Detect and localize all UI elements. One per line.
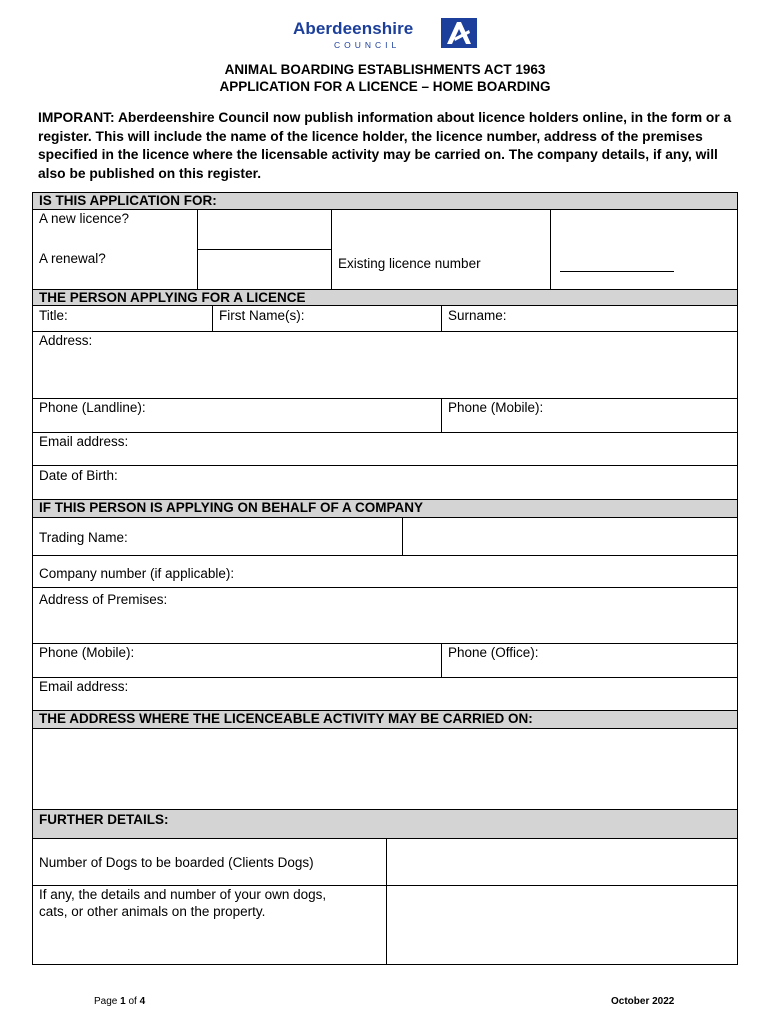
trading-name-label: Trading Name: — [39, 530, 128, 545]
section-header-applicant: THE PERSON APPLYING FOR A LICENCE — [33, 290, 737, 306]
activity-address-field[interactable] — [33, 730, 737, 809]
section-header-application: IS THIS APPLICATION FOR: — [33, 193, 737, 210]
dogs-boarded-field[interactable] — [387, 840, 737, 885]
phone-landline-field[interactable]: Phone (Landline): — [39, 400, 146, 415]
section-header-activity-address: THE ADDRESS WHERE THE LICENCEABLE ACTIVITY MAY BE CARRIED ON: — [33, 711, 737, 729]
existing-licence-number-field[interactable] — [551, 211, 737, 289]
email-field[interactable]: Email address: — [39, 434, 129, 449]
new-licence-checkbox[interactable] — [198, 211, 331, 249]
date-of-birth-field[interactable]: Date of Birth: — [39, 468, 118, 483]
council-logo — [290, 18, 480, 52]
own-animals-label-line2: cats, or other animals on the property. — [39, 904, 266, 919]
phone-mobile-field[interactable]: Phone (Mobile): — [448, 400, 544, 415]
page-number: Page 1 of 4 — [94, 996, 146, 1007]
address-field[interactable]: Address: — [39, 333, 93, 348]
new-licence-label: A new licence? — [39, 211, 130, 226]
logo-council: COUNCIL — [334, 40, 401, 50]
company-number-field[interactable]: Company number (if applicable): — [39, 566, 235, 581]
intro-notice: IMPORANT: Aberdeenshire Council now publish information about licence holders online, in the form or a register. This will include the name of the licence holder, the licence number, address of the premises specified in the licence where the licensable activity may be carried on. The company details, if any, will also be published on this register. — [38, 110, 732, 181]
revision-date: October 2022 — [611, 996, 675, 1007]
title-field[interactable]: Title: — [39, 308, 68, 323]
own-animals-label-line1: If any, the details and number of your own dogs, — [39, 887, 327, 902]
application-form — [32, 192, 738, 965]
company-phone-office-field[interactable]: Phone (Office): — [448, 645, 539, 660]
first-names-field[interactable]: First Name(s): — [219, 308, 305, 323]
surname-field[interactable]: Surname: — [448, 308, 507, 323]
section-header-further-details: FURTHER DETAILS: — [33, 810, 737, 839]
dogs-boarded-label: Number of Dogs to be boarded (Clients Dogs) — [39, 855, 314, 870]
section-header-company: IF THIS PERSON IS APPLYING ON BEHALF OF A COMPANY — [33, 500, 737, 518]
company-phone-mobile-field[interactable]: Phone (Mobile): — [39, 645, 135, 660]
renewal-checkbox[interactable] — [198, 250, 331, 289]
existing-licence-number-label: Existing licence number — [338, 256, 481, 271]
renewal-label: A renewal? — [39, 251, 106, 266]
company-email-field[interactable]: Email address: — [39, 679, 129, 694]
trading-name-field[interactable] — [403, 519, 737, 555]
existing-licence-number-underline — [560, 271, 674, 272]
premises-address-field[interactable]: Address of Premises: — [39, 592, 168, 607]
council-a-mark-icon — [441, 18, 477, 48]
own-animals-field[interactable] — [387, 886, 737, 964]
logo-name: Aberdeenshire — [293, 19, 414, 38]
form-title-act: ANIMAL BOARDING ESTABLISHMENTS ACT 1963 — [224, 62, 546, 77]
form-title-application: APPLICATION FOR A LICENCE – HOME BOARDING — [219, 79, 551, 94]
